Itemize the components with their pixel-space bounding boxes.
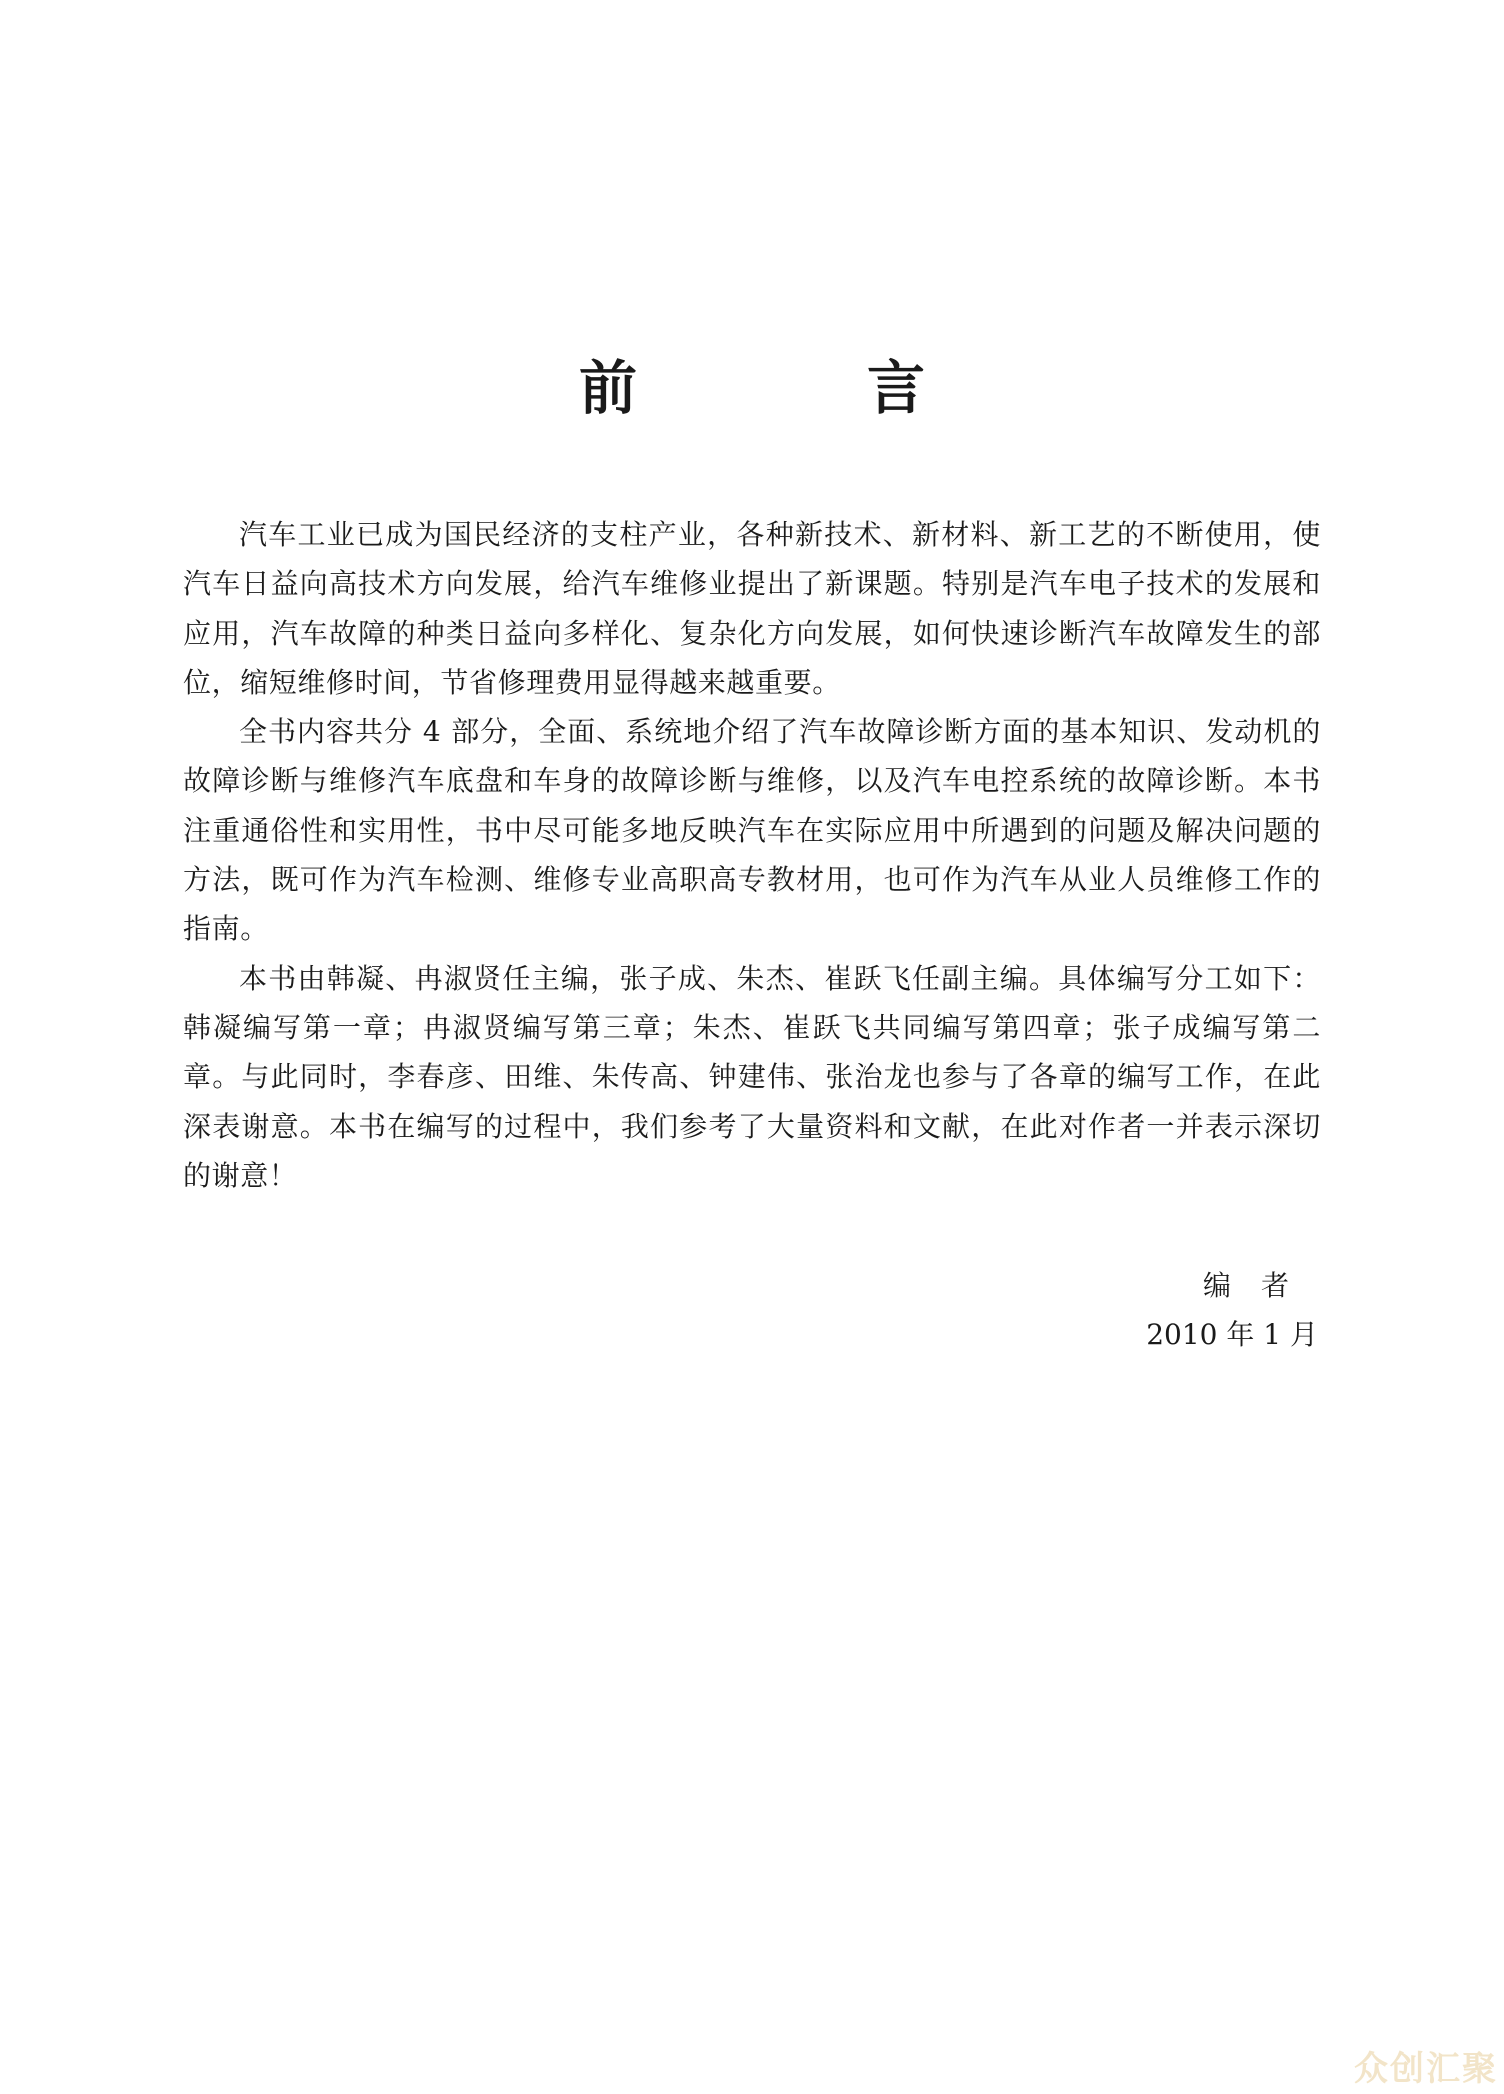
preface-paragraph-3: 本书由韩凝、冉淑贤任主编，张子成、朱杰、崔跃飞任副主编。具体编写分工如下：韩凝编写第一章；冉淑贤编写第三章；朱杰、崔跃飞共同编写第四章；张子成编写第二章。与此同时，李春彦、田维、朱传高、钟建伟、张治龙也参与了各章的编写工作，在此深表谢意。本书在编写的过程中，我们参考了大量资料和文献，在此对作者一并表示深切的谢意！ (183, 961, 1321, 1192)
preface-body (183, 510, 1321, 1200)
preface-title: 前 言 (578, 354, 1011, 422)
preface-paragraph-2: 全书内容共分 4 部分，全面、系统地介绍了汽车故障诊断方面的基本知识、发动机的故障诊断与维修汽车底盘和车身的故障诊断与维修，以及汽车电控系统的故障诊断。本书注重通俗性和实用性，书中尽可能多地反映汽车在实际应用中所遇到的问题及解决问题的方法，既可作为汽车检测、维修专业高职高专教材用，也可作为汽车从业人员维修工作的指南。 (183, 715, 1321, 946)
signature-date: 2010 年 1 月 (1146, 1318, 1318, 1351)
watermark-logo: 众创汇聚 (1354, 2049, 1498, 2089)
preface-paragraph-1: 汽车工业已成为国民经济的支柱产业，各种新技术、新材料、新工艺的不断使用，使汽车日益向高技术方向发展，给汽车维修业提出了新课题。特别是汽车电子技术的发展和应用，汽车故障的种类日益向多样化、复杂化方向发展，如何快速诊断汽车故障发生的部位，缩短维修时间，节省修理费用显得越来越重要。 (183, 518, 1321, 699)
signature-author: 编者 (1202, 1269, 1319, 1302)
